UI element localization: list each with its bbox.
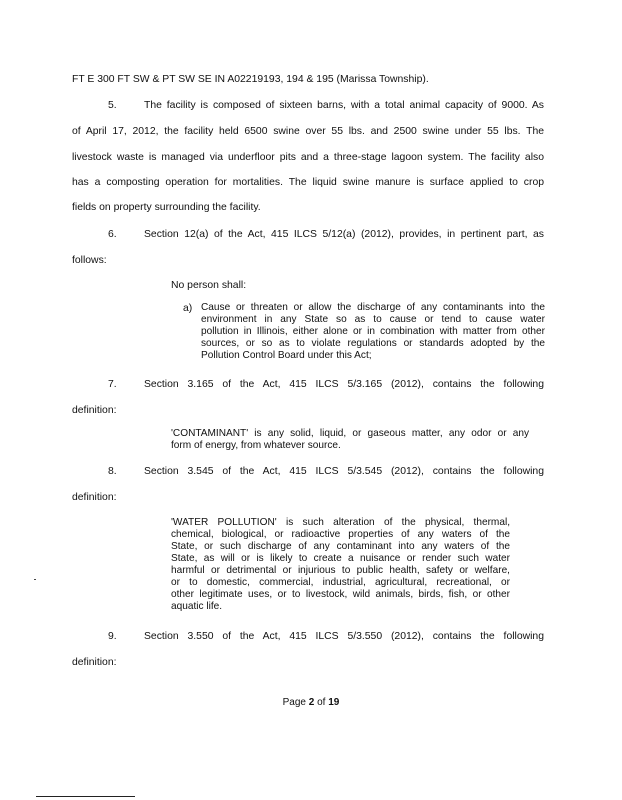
quote-line: form of energy, from whatever source. xyxy=(171,440,341,451)
paragraph-number: 5. xyxy=(108,100,117,111)
quote-line: Pollution Control Board under this Act; xyxy=(201,350,372,361)
quote-line: State, or such discharge of any contaminant into any waters of the xyxy=(171,541,510,552)
quote-line: 'CONTAMINANT' is any solid, liquid, or gaseous matter, any odor or any xyxy=(171,428,529,439)
quote-line: Cause or threaten or allow the discharge of any contaminants into the xyxy=(201,302,545,313)
page-current: 2 xyxy=(308,697,315,708)
footnote-rule xyxy=(36,796,135,797)
quote-line: other legitimate uses, or to livestock, wild animals, birds, fish, or other xyxy=(171,589,510,600)
page-mid: of xyxy=(314,697,329,708)
quote-line: State, as will or is likely to create a nuisance or render such water xyxy=(171,553,510,564)
quote-line: harmful or detrimental or injurious to public health, safety or welfare, xyxy=(171,565,510,576)
text-line: The facility is composed of sixteen barns, with a total animal capacity of 9000. As xyxy=(144,100,544,111)
paragraph-number: 7. xyxy=(108,379,117,390)
quote-line: or to domestic, commercial, industrial, agricultural, recreational, or xyxy=(171,577,510,588)
text-line: Section 12(a) of the Act, 415 ILCS 5/12(a) (2012), provides, in pertinent part, as xyxy=(144,229,544,240)
paragraph-number: 9. xyxy=(108,631,117,642)
page-prefix: Page xyxy=(282,697,309,708)
text-line: Section 3.545 of the Act, 415 ILCS 5/3.545 (2012), contains the following xyxy=(144,466,544,477)
paragraph-number: 8. xyxy=(108,466,117,477)
text-line: definition: xyxy=(72,492,117,503)
text-line: has a composting operation for mortalities. The liquid swine manure is surface applied to crop xyxy=(72,177,544,188)
list-marker: a) xyxy=(183,303,193,314)
page-number xyxy=(0,696,622,709)
text-line: Section 3.550 of the Act, 415 ILCS 5/3.550 (2012), contains the following xyxy=(144,631,544,642)
quote-intro: No person shall: xyxy=(171,280,247,291)
text-line: of April 17, 2012, the facility held 6500 swine over 55 lbs. and 2500 swine under 55 lbs. The xyxy=(72,126,544,137)
page-total: 19 xyxy=(328,697,340,708)
quote-line: 'WATER POLLUTION' is such alteration of the physical, thermal, xyxy=(171,517,510,528)
scan-speck xyxy=(34,579,36,580)
text-line: fields on property surrounding the facility. xyxy=(72,202,261,213)
text-line: livestock waste is managed via underfloor pits and a three-stage lagoon system. The facility also xyxy=(72,152,544,163)
text-line: follows: xyxy=(72,255,107,266)
quote-line: chemical, biological, or radioactive properties of any waters of the xyxy=(171,529,510,540)
text-line: definition: xyxy=(72,405,117,416)
text-line: FT E 300 FT SW & PT SW SE IN A02219193, 194 & 195 (Marissa Township). xyxy=(72,74,429,85)
quote-line: sources, or so as to violate regulations or standards adopted by the xyxy=(201,338,545,349)
paragraph-number: 6. xyxy=(108,229,117,240)
quote-line: environment in any State so as to cause or tend to cause water xyxy=(201,314,545,325)
text-line: Section 3.165 of the Act, 415 ILCS 5/3.165 (2012), contains the following xyxy=(144,379,544,390)
quote-line: pollution in Illinois, either alone or in combination with matter from other xyxy=(201,326,545,337)
quote-line: aquatic life. xyxy=(171,601,223,612)
text-line: definition: xyxy=(72,657,117,668)
